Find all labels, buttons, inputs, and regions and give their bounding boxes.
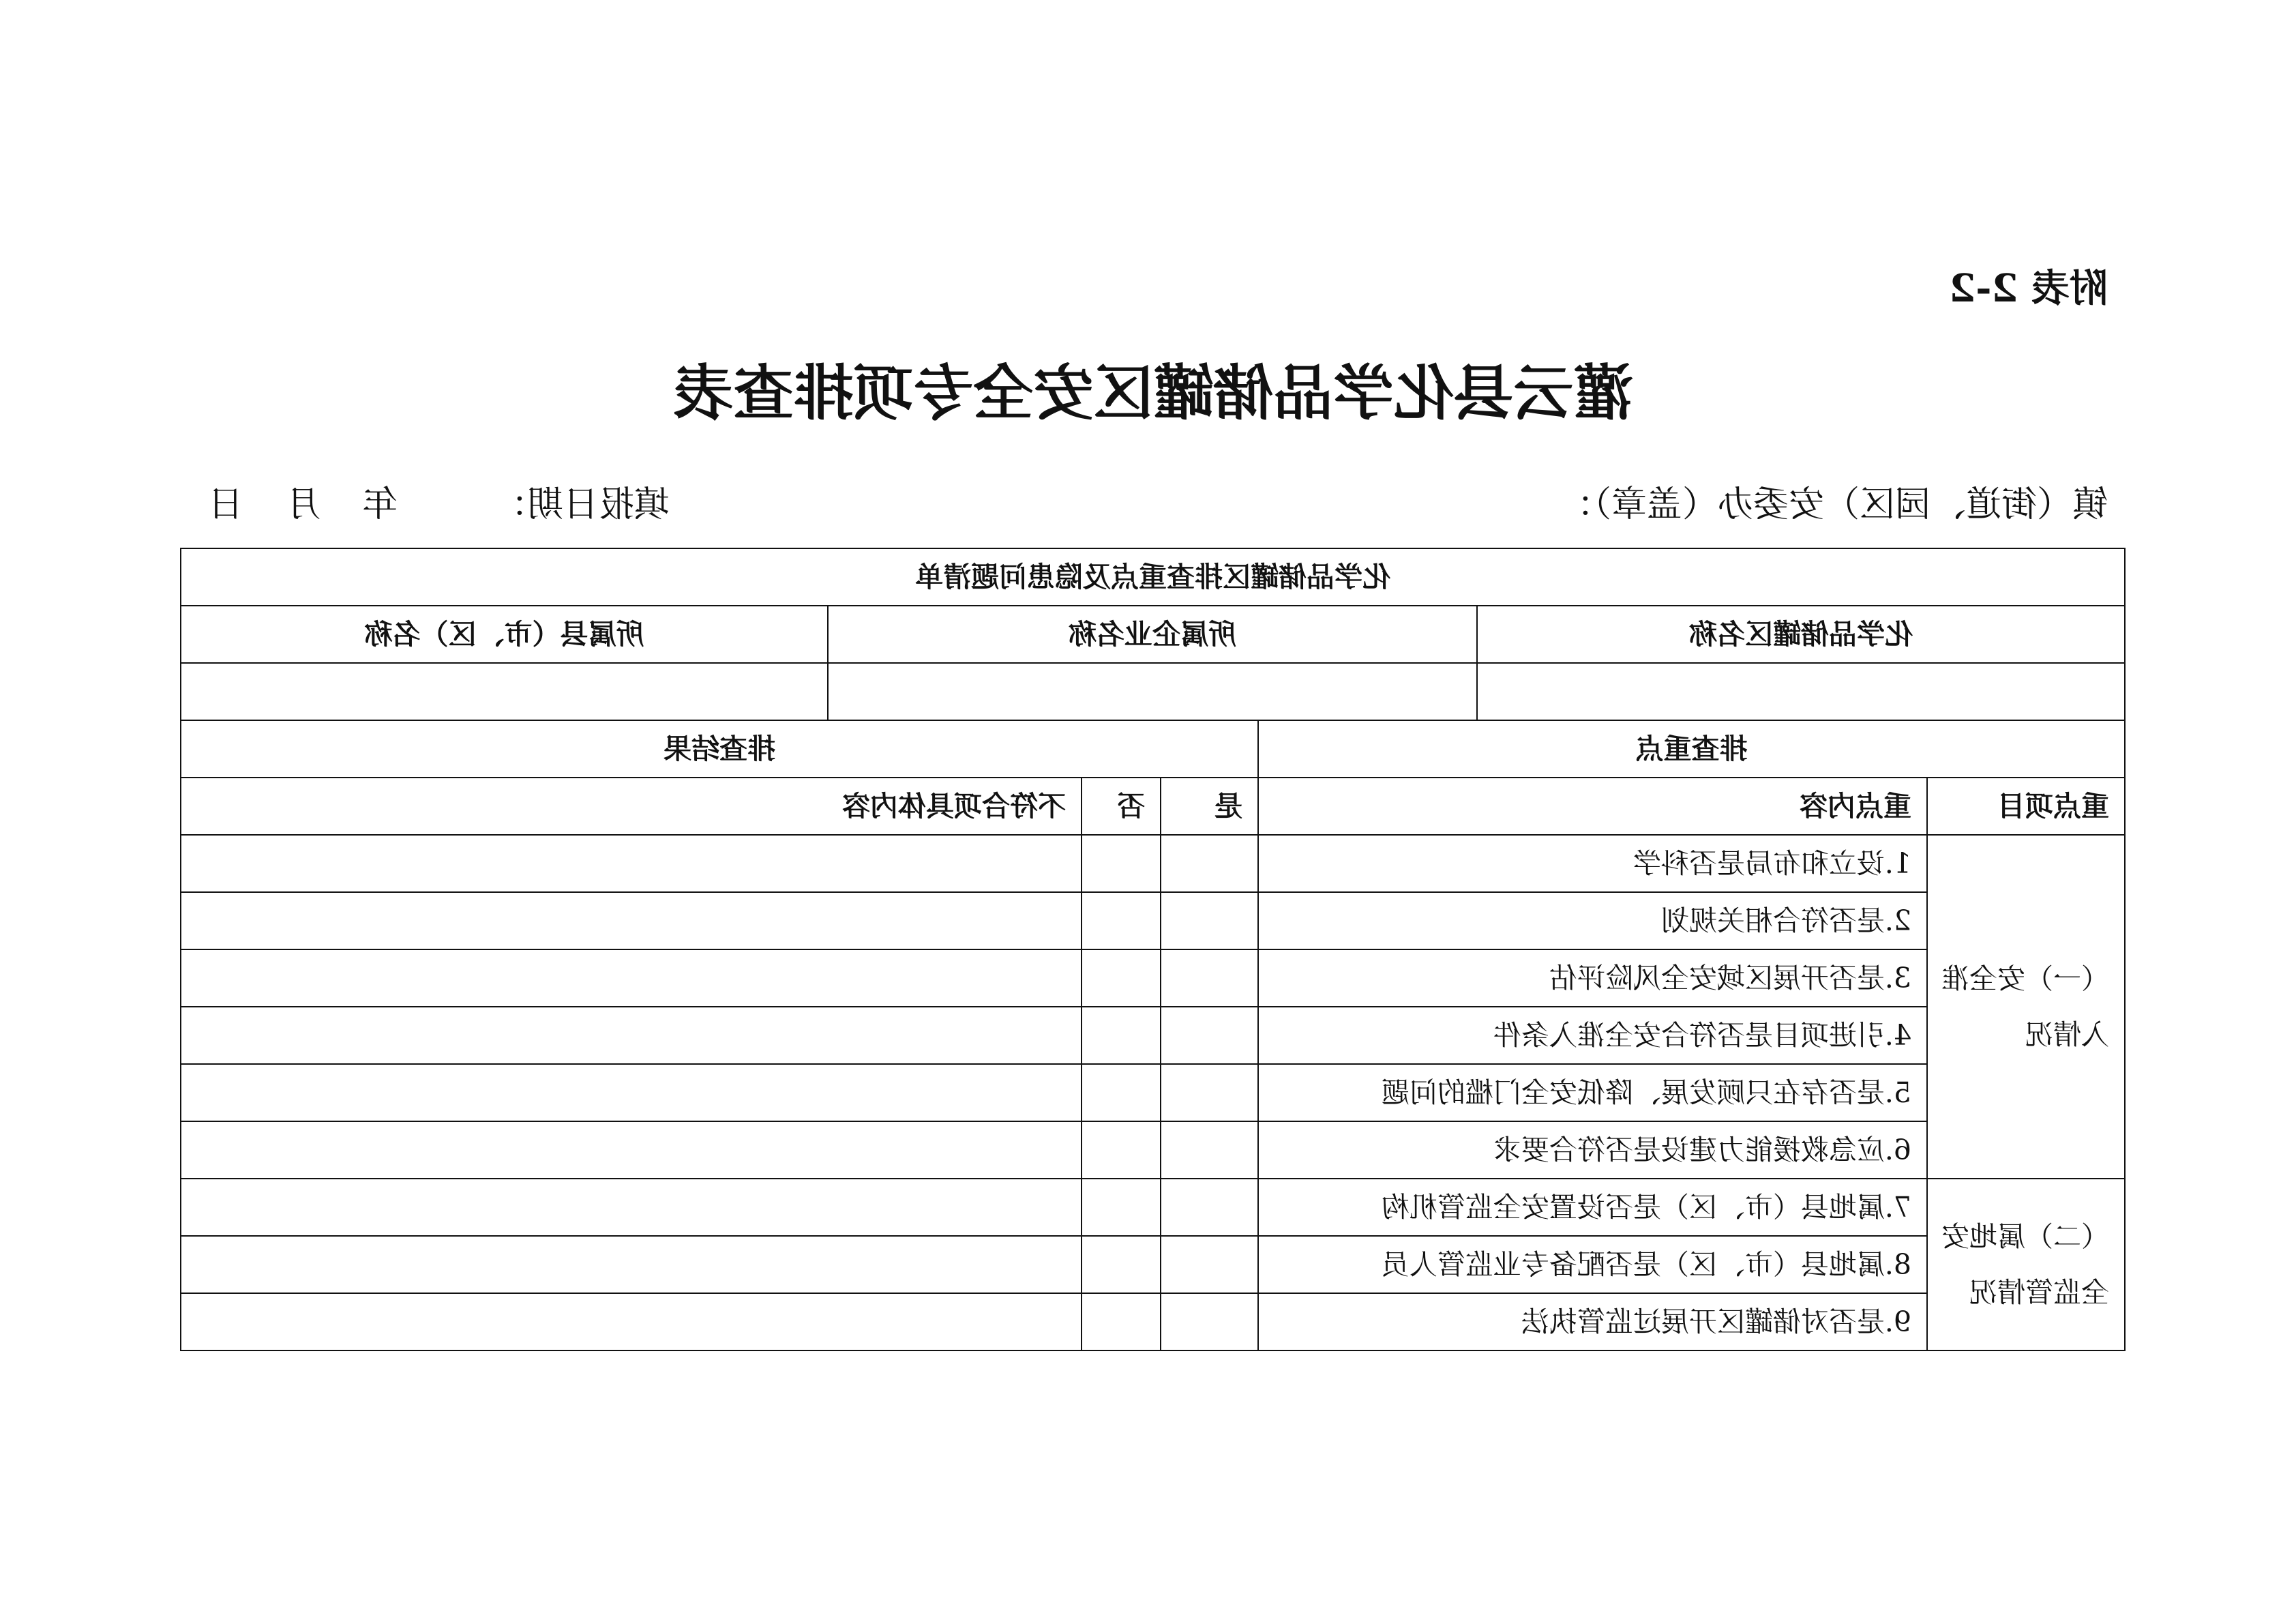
- no-cell: [1082, 1236, 1161, 1293]
- no-cell: [1082, 949, 1161, 1007]
- table-row: [181, 1121, 2125, 1179]
- table-row: [181, 1064, 2125, 1121]
- county-name-header: 所属县（市、区）名称: [181, 606, 828, 663]
- table-row: [181, 1293, 2125, 1350]
- nonconformity-detail-header: 不符合项具体内容: [181, 778, 1082, 835]
- check-content: 6.应急救援能力建设是否符合要求: [1258, 1121, 1927, 1179]
- table-row: [181, 892, 2125, 949]
- check-content: 9.是否对储罐区开展过监管执法: [1258, 1293, 1927, 1350]
- check-content: 2.是否符合相关规划: [1258, 892, 1927, 949]
- check-content: 1.设立和布局是否科学: [1258, 835, 1927, 892]
- table-row: [181, 835, 2125, 892]
- no-cell: [1082, 835, 1161, 892]
- key-item-header: 重点项目: [1927, 778, 2125, 835]
- info-header-row: [181, 606, 2125, 663]
- nonconformity-detail-cell: [181, 1064, 1082, 1121]
- nonconformity-detail-cell: [181, 1121, 1082, 1179]
- nonconformity-detail-cell: [181, 1007, 1082, 1064]
- table-row: [181, 949, 2125, 1007]
- section-header-row: [181, 720, 2125, 778]
- check-content: 4.引进项目是否符合安全准入条件: [1258, 1007, 1927, 1064]
- nonconformity-detail-cell: [181, 949, 1082, 1007]
- yes-cell: [1161, 1236, 1258, 1293]
- company-name-header: 所属企业名称: [828, 606, 1477, 663]
- no-cell: [1082, 892, 1161, 949]
- nonconformity-detail-cell: [181, 1293, 1082, 1350]
- table-row: [181, 1007, 2125, 1064]
- inspection-table: [180, 548, 2126, 1351]
- key-content-header: 重点内容: [1258, 778, 1927, 835]
- no-header: 否: [1082, 778, 1161, 835]
- fill-date-label: 填报日期：: [492, 484, 670, 525]
- info-value-row: [181, 663, 2125, 720]
- no-cell: [1082, 1293, 1161, 1350]
- yes-cell: [1161, 835, 1258, 892]
- check-content: 8.属地县（市、区）是否配备专业监管人员: [1258, 1236, 1927, 1293]
- date-year-label: 年: [361, 484, 398, 525]
- no-cell: [1082, 1179, 1161, 1236]
- group-safety-access-item: （一）安全准入情况: [1927, 835, 2125, 1179]
- appendix-label: 附表 2-2: [1949, 266, 2108, 311]
- column-header-row: [181, 778, 2125, 835]
- no-cell: [1082, 1064, 1161, 1121]
- nonconformity-detail-cell: [181, 1236, 1082, 1293]
- no-cell: [1082, 1121, 1161, 1179]
- yes-header: 是: [1161, 778, 1258, 835]
- caption-row: [181, 548, 2125, 606]
- date-day-label: 日: [207, 484, 243, 525]
- check-content: 3.是否开展区域安全风险评估: [1258, 949, 1927, 1007]
- form-title: 灌云县化学品储罐区安全专项排查表: [673, 357, 1634, 428]
- date-month-label: 月: [285, 484, 321, 525]
- yes-cell: [1161, 1121, 1258, 1179]
- yes-cell: [1161, 892, 1258, 949]
- yes-cell: [1161, 1064, 1258, 1121]
- tank-area-name-header: 化学品储罐区名称: [1477, 606, 2125, 663]
- yes-cell: [1161, 949, 1258, 1007]
- yes-cell: [1161, 1293, 1258, 1350]
- group-local-supervision-item: （二）属地安全监管情况: [1927, 1179, 2125, 1350]
- yes-cell: [1161, 1179, 1258, 1236]
- company-name-cell: [828, 663, 1477, 720]
- nonconformity-detail-cell: [181, 1179, 1082, 1236]
- tank-area-name-cell: [1477, 663, 2125, 720]
- inspection-result-header: 排查结果: [181, 720, 1258, 778]
- check-content: 5.是否存在只顾发展、降低安全门槛的问题: [1258, 1064, 1927, 1121]
- table-caption: 化学品储罐区排查重点及隐患问题清单: [181, 548, 2125, 606]
- county-name-cell: [181, 663, 828, 720]
- check-content: 7.属地县（市、区）是否设置安全监管机构: [1258, 1179, 1927, 1236]
- no-cell: [1082, 1007, 1161, 1064]
- table-row: [181, 1236, 2125, 1293]
- nonconformity-detail-cell: [181, 892, 1082, 949]
- yes-cell: [1161, 1007, 1258, 1064]
- inspection-focus-header: 排查重点: [1258, 720, 2125, 778]
- unit-seal-label: 镇（街道、园区）安委办（盖章）：: [1557, 484, 2108, 525]
- nonconformity-detail-cell: [181, 835, 1082, 892]
- table-row: [181, 1179, 2125, 1236]
